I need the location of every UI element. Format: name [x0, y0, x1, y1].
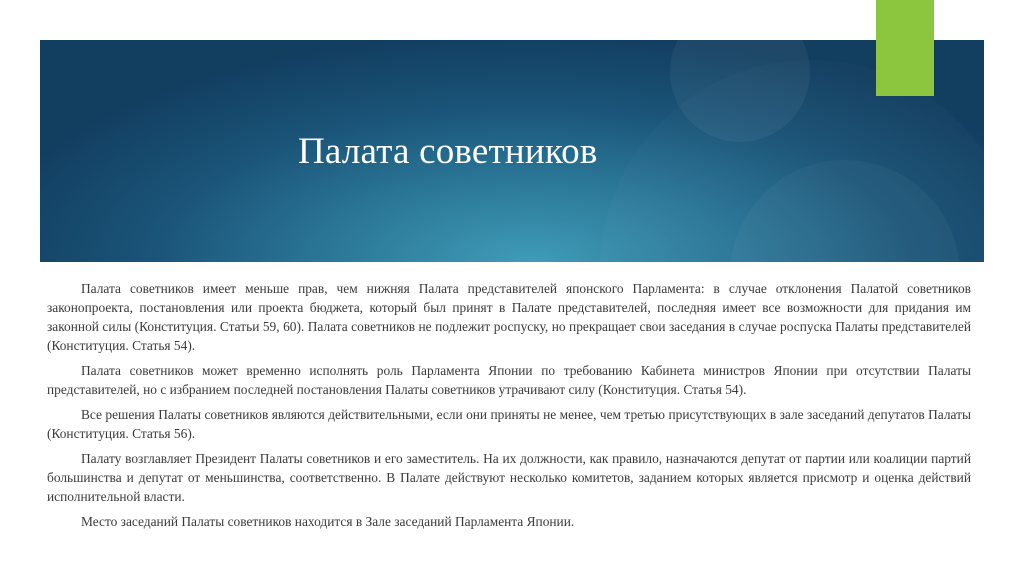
accent-bar	[876, 0, 934, 96]
body-paragraph: Палату возглавляет Президент Палаты советников и его заместитель. На их должности, как правило, назначаются депутат от партии или коалиции партий большинства и депутат от меньшинства, соответственно. В Палате действуют несколько комитетов, заданием которых является присмотр и оценка действий исполнительной власти.	[47, 451, 971, 504]
body-paragraph: Все решения Палаты советников являются действительными, если они приняты не менее, чем третью присутствующих в зале заседаний депутатов Палаты (Конституция. Статья 56).	[47, 407, 971, 441]
body-paragraph: Палата советников имеет меньше прав, чем нижняя Палата представителей японского Парламента: в случае отклонения Палатой советников законопроекта, постановления или проекта бюджета, который был принят в Палате представителей, последняя имеет все возможности для придания им законной силы (Конституция. Статьи 59, 60). Палата советников не подлежит роспуску, но прекращает свои заседания в случае роспуска Палаты представителей (Конституция. Статья 54).	[47, 281, 971, 353]
title-banner	[40, 40, 984, 262]
body-paragraph: Место заседаний Палаты советников находится в Зале заседаний Парламента Японии.	[81, 514, 575, 529]
slide-body	[47, 279, 971, 537]
slide-title: Палата советников	[298, 131, 598, 172]
body-paragraph: Палата советников может временно исполнять роль Парламента Японии по требованию Кабинета министров Японии при отсутствии Палаты представителей, но с избранием последней постановления Палаты советников утрачивают силу (Конституция. Статья 54).	[47, 363, 971, 397]
